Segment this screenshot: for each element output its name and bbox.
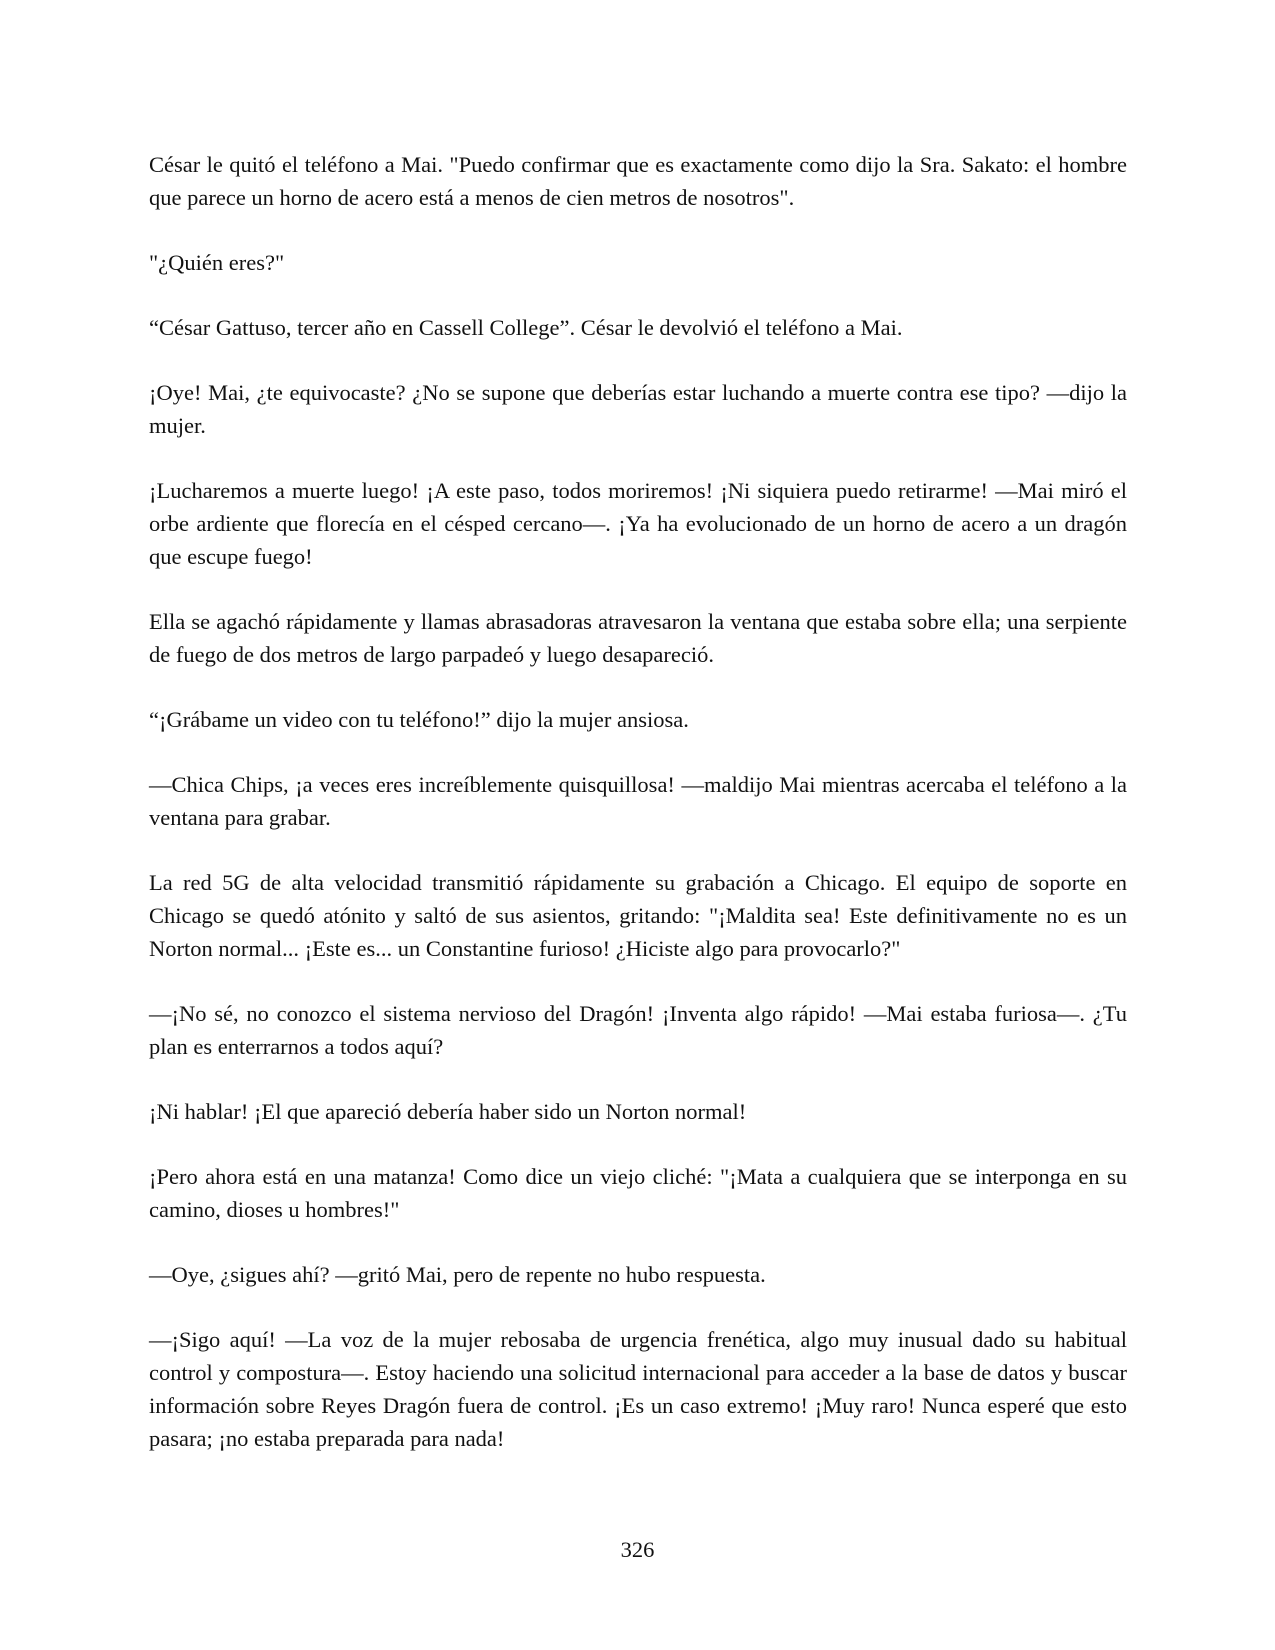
paragraph: “César Gattuso, tercer año en Cassell College”. César le devolvió el teléfono a Mai. [149,315,903,340]
paragraph: —Chica Chips, ¡a veces eres increíblemente quisquillosa! —maldijo Mai mientras acercaba el teléfono a la ventana para grabar. [149,772,1127,830]
paragraph: —¡Sigo aquí! —La voz de la mujer rebosaba de urgencia frenética, algo muy inusual dado su habitual control y compostura—. Estoy haciendo una solicitud internacional para acceder a la base de datos y buscar información sobre Reyes Dragón fuera de control. ¡Es un caso extremo! ¡Muy raro! Nunca esperé que esto pasara; ¡no estaba preparada para nada! [149,1327,1127,1451]
paragraph: ¡Lucharemos a muerte luego! ¡A este paso, todos moriremos! ¡Ni siquiera puedo retirarme! —Mai miró el orbe ardiente que florecía en el césped cercano—. ¡Ya ha evolucionado de un horno de acero a un dragón que escupe fuego! [149,478,1127,569]
paragraph: César le quitó el teléfono a Mai. "Puedo confirmar que es exactamente como dijo la Sra. Sakato: el hombre que parece un horno de acero está a menos de cien metros de nosotros". [149,152,1127,210]
paragraph: La red 5G de alta velocidad transmitió rápidamente su grabación a Chicago. El equipo de soporte en Chicago se quedó atónito y saltó de sus asientos, gritando: "¡Maldita sea! Este definitivamente no es un Norton normal... ¡Este es... un Constantine furioso! ¿Hiciste algo para provocarlo?" [149,870,1127,961]
paragraph: ¡Pero ahora está en una matanza! Como dice un viejo cliché: "¡Mata a cualquiera que se interponga en su camino, dioses u hombres!" [149,1164,1127,1222]
paragraph: "¿Quién eres?" [149,250,285,275]
paragraph: ¡Oye! Mai, ¿te equivocaste? ¿No se supone que deberías estar luchando a muerte contra ese tipo? —dijo la mujer. [149,380,1127,438]
page-body [149,148,1127,1487]
paragraph: —¡No sé, no conozco el sistema nervioso del Dragón! ¡Inventa algo rápido! —Mai estaba furiosa—. ¿Tu plan es enterrarnos a todos aquí? [149,1001,1127,1059]
paragraph: —Oye, ¿sigues ahí? —gritó Mai, pero de repente no hubo respuesta. [149,1262,766,1287]
paragraph: “¡Grábame un video con tu teléfono!” dijo la mujer ansiosa. [149,707,689,732]
paragraph: ¡Ni hablar! ¡El que apareció debería haber sido un Norton normal! [149,1099,747,1124]
page-number: 326 [620,1537,655,1562]
paragraph: Ella se agachó rápidamente y llamas abrasadoras atravesaron la ventana que estaba sobre ella; una serpiente de fuego de dos metros de largo parpadeó y luego desapareció. [149,609,1127,667]
